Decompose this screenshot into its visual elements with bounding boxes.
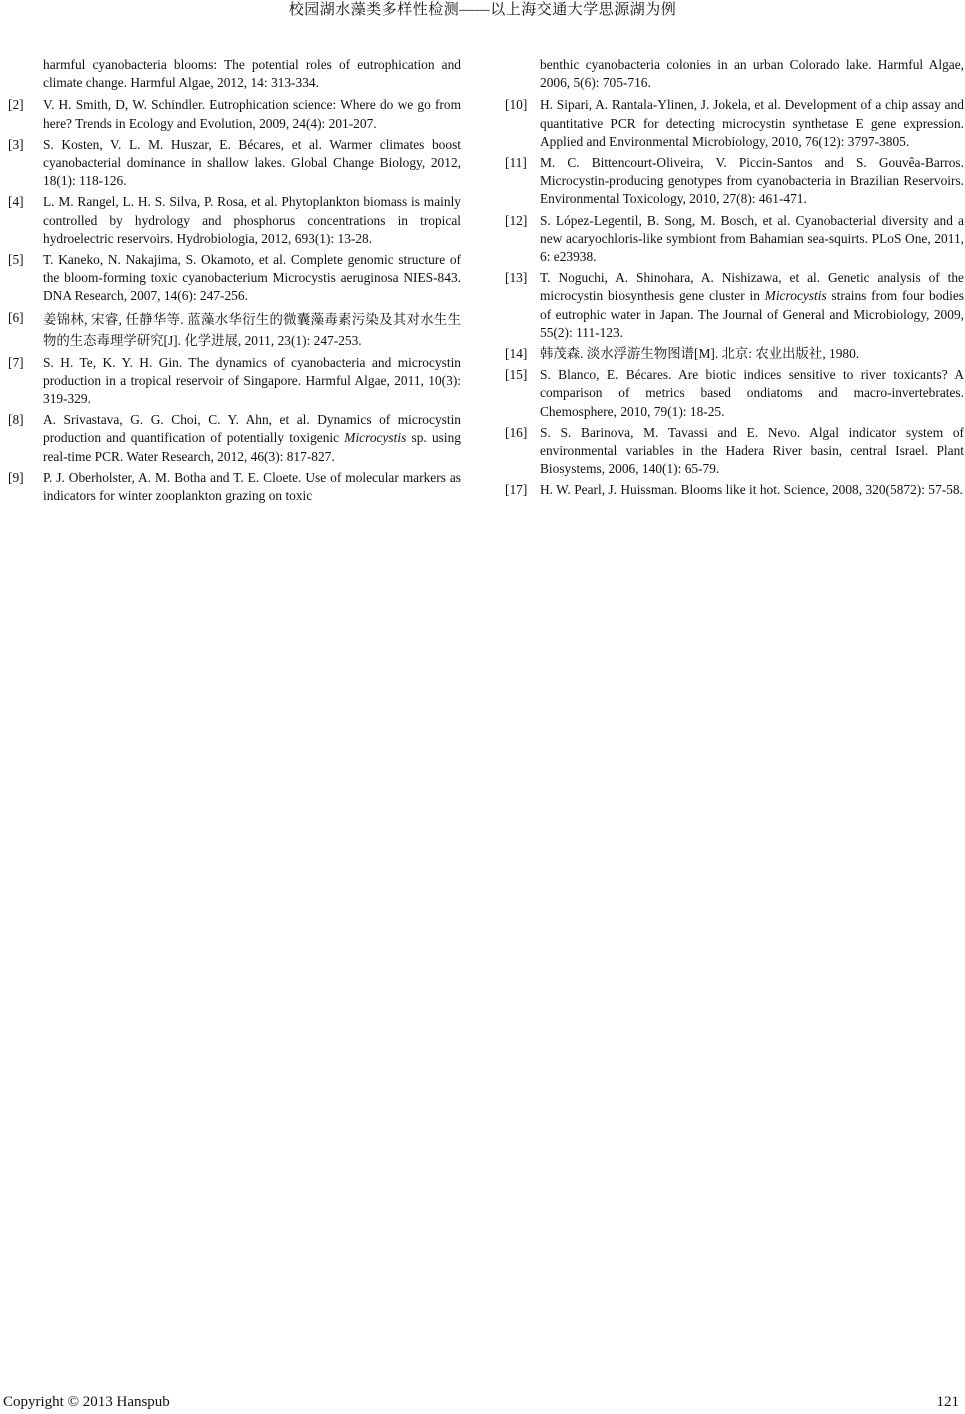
reference-text: S. S. Barinova, M. Tavassi and E. Nevo. Algal indicator system of environmental variables in the Hadera River basin, central Israel. Plant Biosystems, 2006, 140(1): 65-79. xyxy=(540,424,964,477)
reference-item xyxy=(505,424,964,479)
reference-text: M. C. Bittencourt-Oliveira, V. Piccin-Santos and S. Gouvêa-Barros. Microcystin-producing genotypes from cyanobacteria in Brazilian Reservoirs. Environmental Toxicology, 2010, 27(8): 461-471. xyxy=(540,155,964,207)
reference-continuation: benthic cyanobacteria colonies in an urban Colorado lake. Harmful Algae, 2006, 5(6): 705-716. xyxy=(540,57,964,91)
reference-text: T. Noguchi, A. Shinohara, A. Nishizawa, et al. Genetic analysis of the microcystin biosynthesis gene cluster in Microcystis strains from four bodies of eutrophic water in Japan. The Journal of General and Microbiology, 2009, 55(2): 111-123. xyxy=(540,270,964,340)
reference-number: [5] xyxy=(8,252,24,268)
species-name-italic: Microcystis xyxy=(344,430,407,446)
reference-item xyxy=(505,269,964,342)
reference-text: S. Blanco, E. Bécares. Are biotic indices sensitive to river toxicants? A comparison of metrics based ondiatoms and macro-invertebrates. Chemosphere, 2010, 79(1): 18-25. xyxy=(540,367,964,419)
reference-number: [15] xyxy=(505,367,528,383)
reference-text: A. Srivastava, G. G. Choi, C. Y. Ahn, et al. Dynamics of microcystin production and quantification of potentially toxigenic Microcystis sp. using real-time PCR. Water Research, 2012, 46(3): 817-827. xyxy=(43,412,461,464)
reference-item xyxy=(505,345,964,363)
reference-text: L. M. Rangel, L. H. S. Silva, P. Rosa, et al. Phytoplankton biomass is mainly controlled by hydrology and phosphorus concentrations in tropical hydroelectric reservoirs. Hydrobiologia, 2012, 693(1): 13-28. xyxy=(43,194,461,246)
reference-number: [12] xyxy=(505,212,528,228)
reference-number: [14] xyxy=(505,346,528,362)
species-name-italic: Microcystis xyxy=(764,288,827,304)
references-right-column xyxy=(505,56,964,503)
copyright-footer: Copyright © 2013 Hanspub xyxy=(3,1394,170,1410)
running-header: 校园湖水藻类多样性检测——以上海交通大学思源湖为例 xyxy=(288,2,677,18)
reference-number: [10] xyxy=(505,97,528,113)
reference-text: V. H. Smith, D, W. Schindler. Eutrophication science: Where do we go from here? Trends in Ecology and Evolution, 2009, 24(4): 201-207. xyxy=(43,97,461,131)
reference-text: P. J. Oberholster, A. M. Botha and T. E. Cloete. Use of molecular markers as indicators for winter zooplankton grazing on toxic xyxy=(43,469,461,504)
reference-text: S. López-Legentil, B. Song, M. Bosch, et al. Cyanobacterial diversity and a new acaryochloris-like symbiont from Bahamian sea-squirts. PLoS One, 2011, 6: e23938. xyxy=(540,212,964,265)
reference-number: [16] xyxy=(505,424,528,440)
reference-item xyxy=(8,411,461,466)
reference-continuation: harmful cyanobacteria blooms: The potential roles of eutrophication and climate change. Harmful Algae, 2012, 14: 313-334. xyxy=(43,57,461,91)
reference-number: [7] xyxy=(8,354,24,370)
reference-item xyxy=(505,96,964,151)
reference-text: H. W. Pearl, J. Huissman. Blooms like it hot. Science, 2008, 320(5872): 57-58. xyxy=(540,482,963,498)
reference-number: [17] xyxy=(505,482,528,498)
reference-item xyxy=(8,251,461,306)
reference-text: 韩茂森. 淡水浮游生物图谱[M]. 北京: 农业出版社, 1980. xyxy=(540,346,860,362)
reference-number: [9] xyxy=(8,469,24,485)
reference-item xyxy=(8,354,461,409)
reference-item xyxy=(505,366,964,421)
reference-number: [11] xyxy=(505,155,527,171)
reference-item xyxy=(8,309,461,351)
reference-text: S. Kosten, V. L. M. Huszar, E. Bécares, et al. Warmer climates boost cyanobacterial dominance in shallow lakes. Global Change Biology, 2012, 18(1): 118-126. xyxy=(43,136,461,189)
reference-item xyxy=(505,154,964,209)
reference-number: [13] xyxy=(505,270,528,286)
reference-item xyxy=(8,469,461,505)
reference-item xyxy=(8,96,461,132)
reference-text: 姜锦林, 宋睿, 任静华等. 蓝藻水华衍生的微囊藻毒素污染及其对水生生物的生态毒理学研究[J]. 化学进展, 2011, 23(1): 247-253. xyxy=(43,311,461,348)
reference-text: H. Sipari, A. Rantala-Ylinen, J. Jokela, et al. Development of a chip assay and quantitative PCR for detecting microcystin synthetase E gene expression. Applied and Environmental Microbiology, 2010, 76(12): 3797-3805. xyxy=(540,97,964,149)
reference-number: [8] xyxy=(8,412,24,428)
reference-number: [2] xyxy=(8,97,24,113)
reference-number: [4] xyxy=(8,194,24,210)
reference-item xyxy=(505,212,964,267)
reference-item xyxy=(8,136,461,191)
reference-item xyxy=(8,193,461,248)
reference-number: [3] xyxy=(8,136,24,152)
reference-number: [6] xyxy=(8,309,24,325)
reference-text: S. H. Te, K. Y. H. Gin. The dynamics of cyanobacteria and microcystin production in a tropical reservoir of Singapore. Harmful Algae, 2011, 10(3): 319-329. xyxy=(43,354,461,407)
reference-item xyxy=(505,481,964,499)
reference-text: T. Kaneko, N. Nakajima, S. Okamoto, et al. Complete genomic structure of the bloom-forming toxic cyanobacterium Microcystis aeruginosa NIES-843. DNA Research, 2007, 14(6): 247-256. xyxy=(43,252,461,304)
references-left-column xyxy=(8,56,461,508)
page-number: 121 xyxy=(936,1394,959,1410)
